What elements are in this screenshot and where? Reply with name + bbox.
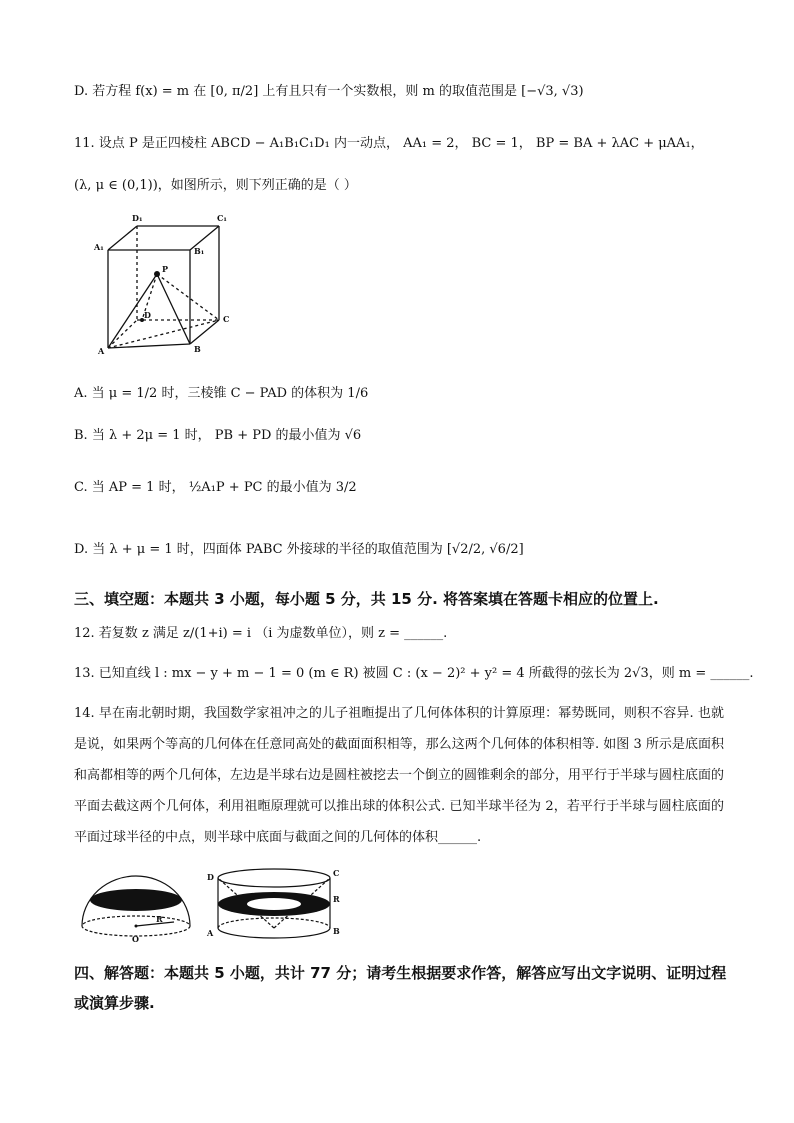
fig3-label-a: A bbox=[207, 928, 214, 938]
fig3-label-r-left: R bbox=[156, 914, 163, 924]
label-a: A bbox=[98, 346, 105, 356]
q11-option-b: B. 当 λ + 2μ = 1 时， PB + PD 的最小值为 √6 bbox=[74, 428, 362, 443]
q12: 12. 若复数 z 满足 z/(1+i) = i （i 为虚数单位），则 z = ______. bbox=[74, 626, 448, 641]
fig3-label-d: D bbox=[207, 872, 214, 882]
q11-option-d: D. 当 λ + μ = 1 时，四面体 PABC 外接球的半径的取值范围为 [√2/2, √6/2] bbox=[74, 542, 524, 557]
q14: 14. 早在南北朝时期，我国数学家祖冲之的儿子祖暅提出了几何体体积的计算原理：幂势既同，则积不容异. 也就是说，如果两个等高的几何体在任意同高处的截面面积相等，那么这两个几何体的体积相等. 如图 3 所示是底面积和高都相等的两个几何体，左边是半球右边是圆柱被挖去一个倒立的圆锥剩余的部分，用平行于半球与圆柱底面的平面去截这两个几何体，利用祖暅原理就可以推出球的体积公式. 已知半球半径为 2，若平行于半球与圆柱底面的平面过球半径的中点，则半球中底面与截面之间的几何体的体积______. bbox=[74, 706, 725, 845]
q11-stem-line1: 11. 设点 P 是正四棱柱 ABCD − A₁B₁C₁D₁ 内一动点， AA₁ = 2， BC = 1， BP = BA + λAC + μAA₁， bbox=[74, 136, 704, 151]
fig3-label-b: B bbox=[333, 926, 340, 936]
fig3-label-o: O bbox=[132, 934, 139, 944]
label-b1: B₁ bbox=[194, 246, 205, 256]
q11-option-a: A. 当 μ = 1/2 时，三棱锥 C − PAD 的体积为 1/6 bbox=[74, 386, 369, 401]
fig3-figure bbox=[74, 862, 344, 944]
label-p: P bbox=[162, 264, 169, 274]
label-b: B bbox=[194, 344, 201, 354]
fig3-label-c: C bbox=[333, 868, 340, 878]
label-d1: D₁ bbox=[132, 213, 143, 223]
q11-option-c: C. 当 AP = 1 时， ½A₁P + PC 的最小值为 3/2 bbox=[74, 480, 357, 495]
label-a1: A₁ bbox=[94, 242, 104, 252]
option-d-previous: D. 若方程 f(x) = m 在 [0, π/2] 上有且只有一个实数根，则 m 的取值范围是 [−√3, √3) bbox=[74, 84, 584, 99]
label-c: C bbox=[223, 314, 230, 324]
fig3-label-r-right: R bbox=[333, 894, 340, 904]
label-c1: C₁ bbox=[217, 213, 227, 223]
section-4-heading: 四、解答题：本题共 5 小题，共计 77 分；请考生根据要求作答，解答应写出文字说明、证明过程或演算步骤. bbox=[74, 964, 727, 1012]
q11-prism-figure bbox=[92, 210, 242, 360]
q13: 13. 已知直线 l : mx − y + m − 1 = 0 (m ∈ R) 被圆 C : (x − 2)² + y² = 4 所截得的弦长为 2√3，则 m = ______. bbox=[74, 666, 754, 681]
section-3-heading: 三、填空题：本题共 3 小题，每小题 5 分，共 15 分. 将答案填在答题卡相应的位置上. bbox=[74, 590, 659, 608]
label-d: D bbox=[144, 310, 151, 320]
q11-stem-line2: (λ, μ ∈ (0,1))，如图所示，则下列正确的是（ ） bbox=[74, 178, 357, 193]
